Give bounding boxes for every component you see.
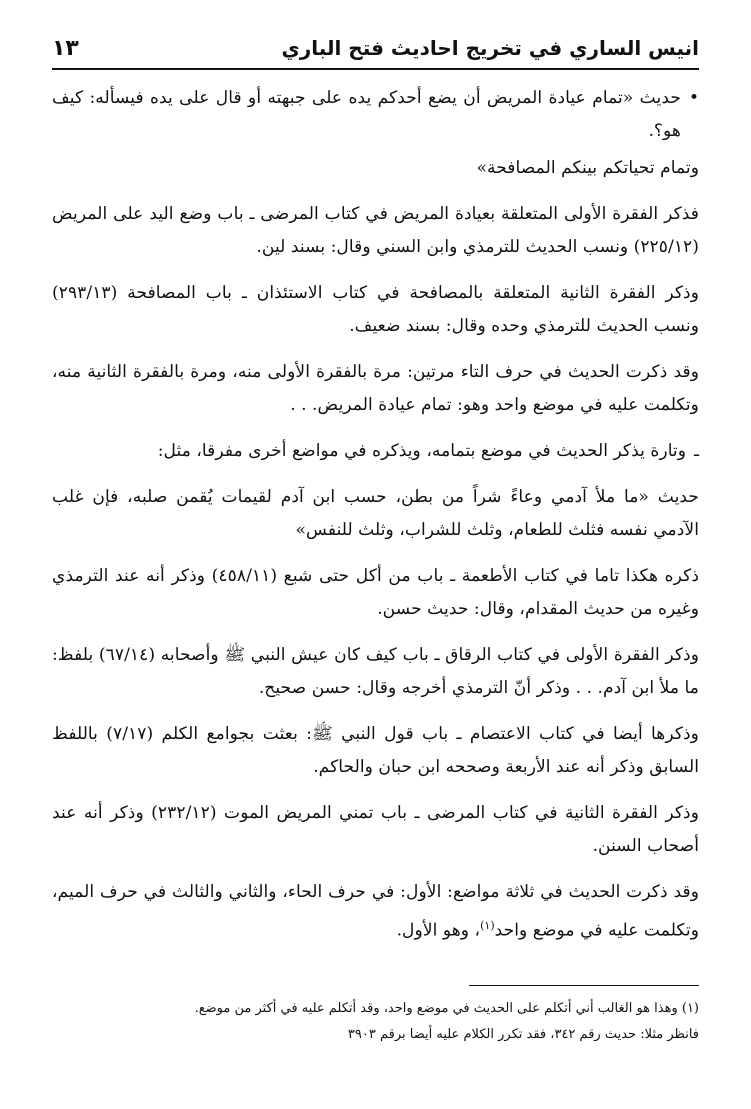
- header-rule: [52, 68, 699, 70]
- paragraph: وذكرها أيضا في كتاب الاعتصام ـ باب قول النبي ﷺ: بعثت بجوامع الكلم (٧/١٧) باللفظ السابق وذكر أنه عند الأربعة وصححه ابن حبان والحاكم.: [52, 724, 699, 777]
- paragraph: وقد ذكرت الحديث في حرف التاء مرتين: مرة بالفقرة الأولى منه، ومرة بالفقرة الثانية منه، وتكلمت عليه في موضع واحد وهو: تمام عيادة المريض. . .: [52, 362, 699, 415]
- footnote-ref: (١): [480, 919, 495, 932]
- hadith-prefix: حديث: [639, 88, 681, 108]
- paragraph: وذكر الفقرة الثانية في كتاب المرضى ـ باب تمني المريض الموت (٢٣٢/١٢) وذكر أنه عند أصحاب السنن.: [52, 803, 699, 856]
- paragraph: وذكر الفقرة الثانية المتعلقة بالمصافحة في كتاب الاستئذان ـ باب المصافحة (٢٩٣/١٣) ونسب الحديث للترمذي وحده وقال: بسند ضعيف.: [52, 283, 699, 336]
- paragraph: وتارة يذكر الحديث في موضع بتمامه، ويذكره في مواضع أخرى مفرقا، مثل:: [157, 441, 687, 461]
- last-paragraph: [52, 876, 699, 948]
- paragraph: وقد ذكرت الحديث في ثلاثة مواضع: الأول: في حرف الحاء، والثاني والثالث في حرف الميم، وتكلمت عليه في موضع واحد: [52, 882, 699, 941]
- paragraph: فذكر الفقرة الأولى المتعلقة بعيادة المريض في كتاب المرضى ـ باب وضع اليد على المريض (٢٢٥/١٢) ونسب الحديث للترمذي وابن السني وقال: بسند لين.: [52, 204, 699, 257]
- paragraph: وتمام تحياتكم بينكم المصافحة»: [476, 158, 699, 178]
- paragraph: حديث «ما ملأ آدمي وعاءً شراً من بطن، حسب ابن آدم لقيمات يُقمن صلبه، فإن غلب الآدمي نفسه فثلث للطعام، وثلث للشراب، وثلث للنفس»: [52, 487, 699, 540]
- paragraph-tail: ، وهو الأول.: [396, 920, 481, 941]
- dash-paragraph: [52, 435, 699, 468]
- paragraph: ذكره هكذا تاما في كتاب الأطعمة ـ باب من أكل حتى شبع (٤٥٨/١١) وذكر أنه عند الترمذي وغيره من حديث المقدام، وقال: حديث حسن.: [52, 566, 700, 619]
- footnote-line: فانظر مثلا: حديث رقم ٣٤٢، فقد تكرر الكلام عليه أيضا برقم ٣٩٠٣: [347, 1027, 699, 1042]
- bullet-paragraph: [52, 82, 699, 148]
- footnotes: [52, 996, 699, 1048]
- paragraph: وذكر الفقرة الأولى في كتاب الرقاق ـ باب كيف كان عيش النبي ﷺ وأصحابه (٦٧/١٤) بلفظ: ما ملأ ابن آدم. . . وذكر أنّ الترمذي أخرجه وقال: حسن صحيح.: [52, 645, 699, 698]
- footnote-rule: [469, 985, 699, 986]
- running-title: انيس الساري في تخريج احاديث فتح الباري: [281, 36, 699, 60]
- body-text: [52, 82, 699, 961]
- footnote-line: (١) وهذا هو الغالب أني أتكلم على الحديث في موضع واحد، وقد أتكلم عليه في أكثر من موضع.: [194, 1001, 699, 1016]
- paragraph: «تمام عيادة المريض أن يضع أحدكم يده على جبهته أو قال على يده فيسأله: كيف هو؟.: [52, 88, 681, 141]
- page-number: ١٣: [52, 35, 79, 61]
- bullet-icon: •: [688, 88, 699, 108]
- dash-mark: ـ: [694, 441, 699, 461]
- page-header: [52, 30, 699, 66]
